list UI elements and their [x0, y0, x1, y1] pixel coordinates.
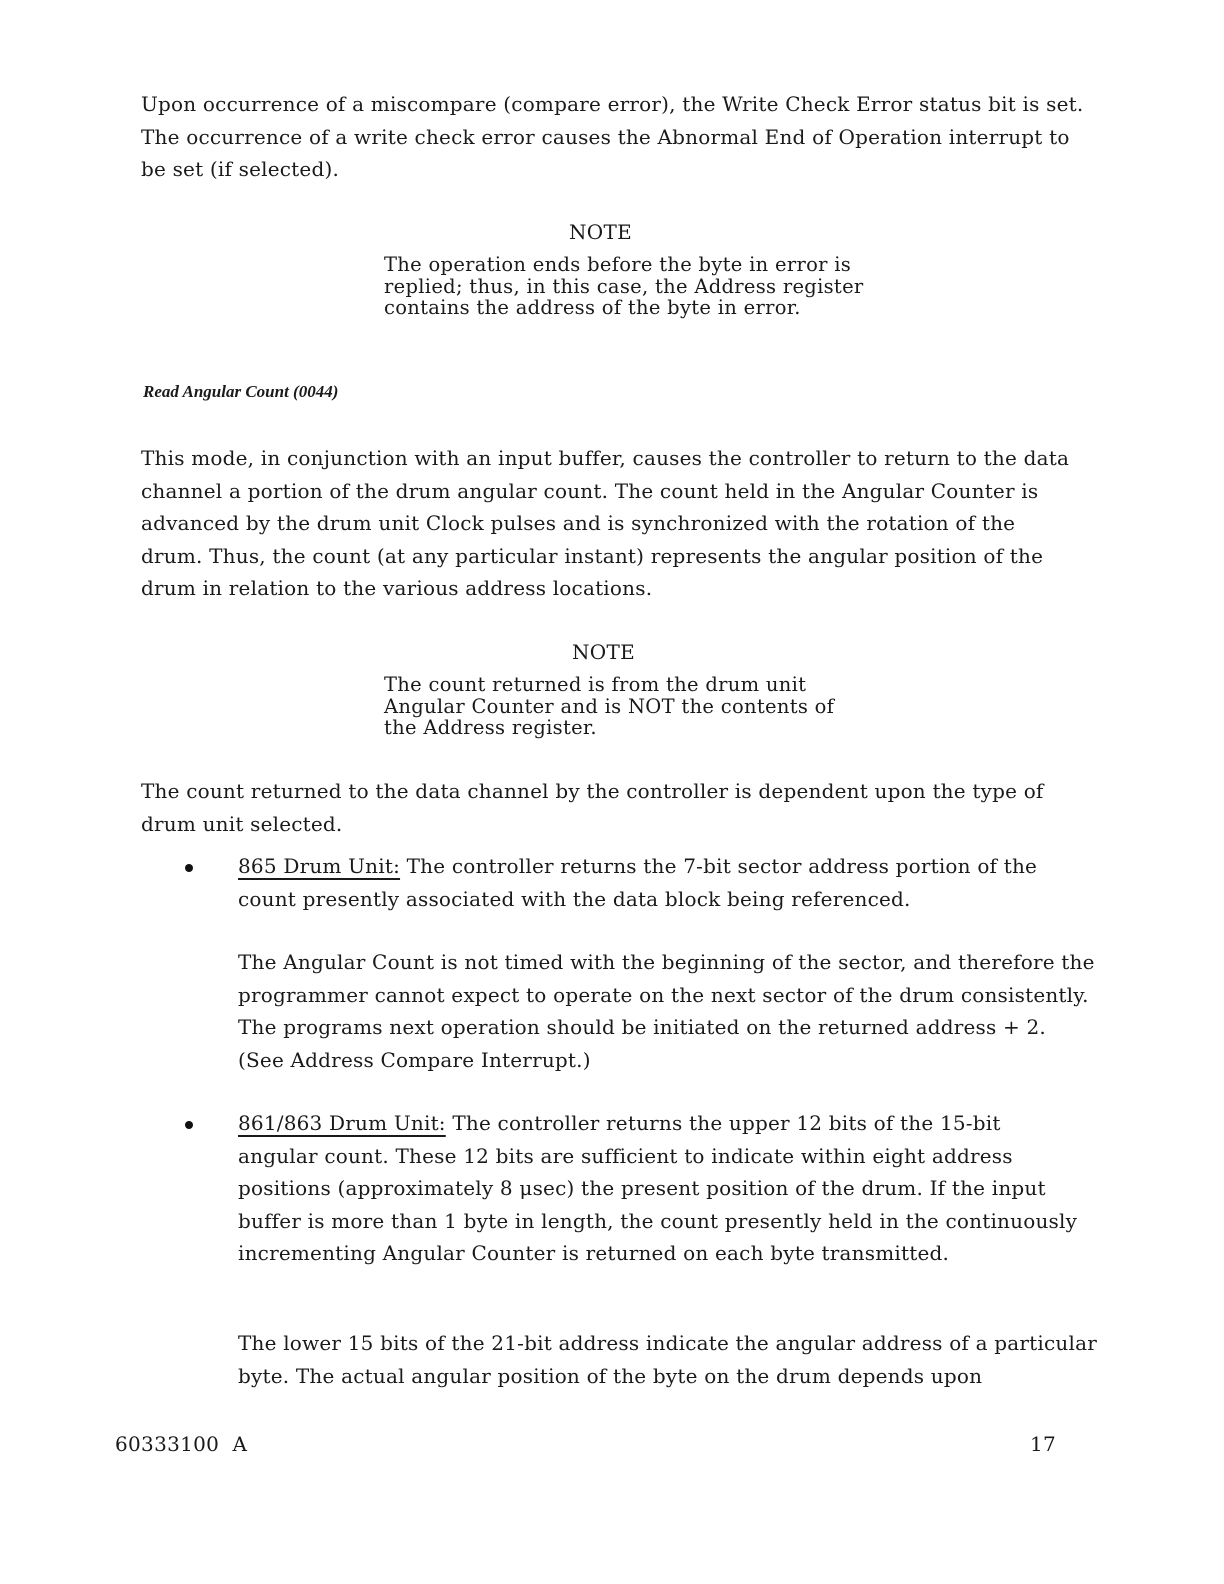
note-body: The operation ends before the byte in error is replied; thus, in this case, the Address register contains the address of the byte in error. — [384, 253, 864, 319]
document-number: 60333100 A — [115, 1432, 248, 1456]
bullet-861-863-drum-unit — [238, 1107, 1078, 1270]
note-title: NOTE — [572, 640, 636, 664]
bullet-continuation: The lower 15 bits of the 21-bit address indicate the angular address of a particular byte. The actual angular position of the byte on the drum depends upon — [238, 1331, 1097, 1388]
note-title: NOTE — [569, 220, 633, 244]
bullet-term: 865 Drum Unit: — [238, 854, 401, 878]
paragraph-read-angular-count: This mode, in conjunction with an input buffer, causes the controller to return to the data channel a portion of the drum angular count. The count held in the Angular Counter is advanced by the drum unit Clock pulses and is synchronized with the rotation of the drum. Thus, the count (at any particular instant) represents the angular position of the drum in relation to the various address locations. — [141, 446, 1070, 600]
bullet-marker — [185, 1121, 193, 1129]
bullet-text: The controller returns the upper 12 bits of the 15-bit angular count. These 12 bits are sufficient to indicate within eight address positions (approximately 8 μsec) the present position of the drum. If the input buffer is more than 1 byte in length, the count presently held in the continuously incrementing Angular Counter is returned on each byte transmitted. — [238, 1111, 1078, 1265]
bullet-text: The controller returns the 7-bit sector address portion of the count presently associated with the data block being referenced. — [238, 854, 1038, 911]
bullet-865-drum-unit — [238, 850, 1083, 915]
section-heading: Read Angular Count (0044) — [143, 382, 339, 401]
bullet-marker — [185, 864, 193, 872]
bullet-term: 861/863 Drum Unit: — [238, 1111, 446, 1135]
bullet-continuation: The Angular Count is not timed with the beginning of the sector, and therefore the programmer cannot expect to operate on the next sector of the drum consistently. The programs next operation should be initiated on the returned address + 2. (See Address Compare Interrupt.) — [238, 950, 1095, 1072]
note-body: The count returned is from the drum unit Angular Counter and is NOT the contents of the Address register. — [384, 673, 835, 739]
page-number: 17 — [1030, 1432, 1057, 1456]
paragraph-count-returned: The count returned to the data channel by the controller is dependent upon the type of drum unit selected. — [141, 779, 1044, 836]
paragraph-write-check: Upon occurrence of a miscompare (compare error), the Write Check Error status bit is set. The occurrence of a write check error causes the Abnormal End of Operation interrupt to be set (if selected). — [141, 92, 1084, 181]
